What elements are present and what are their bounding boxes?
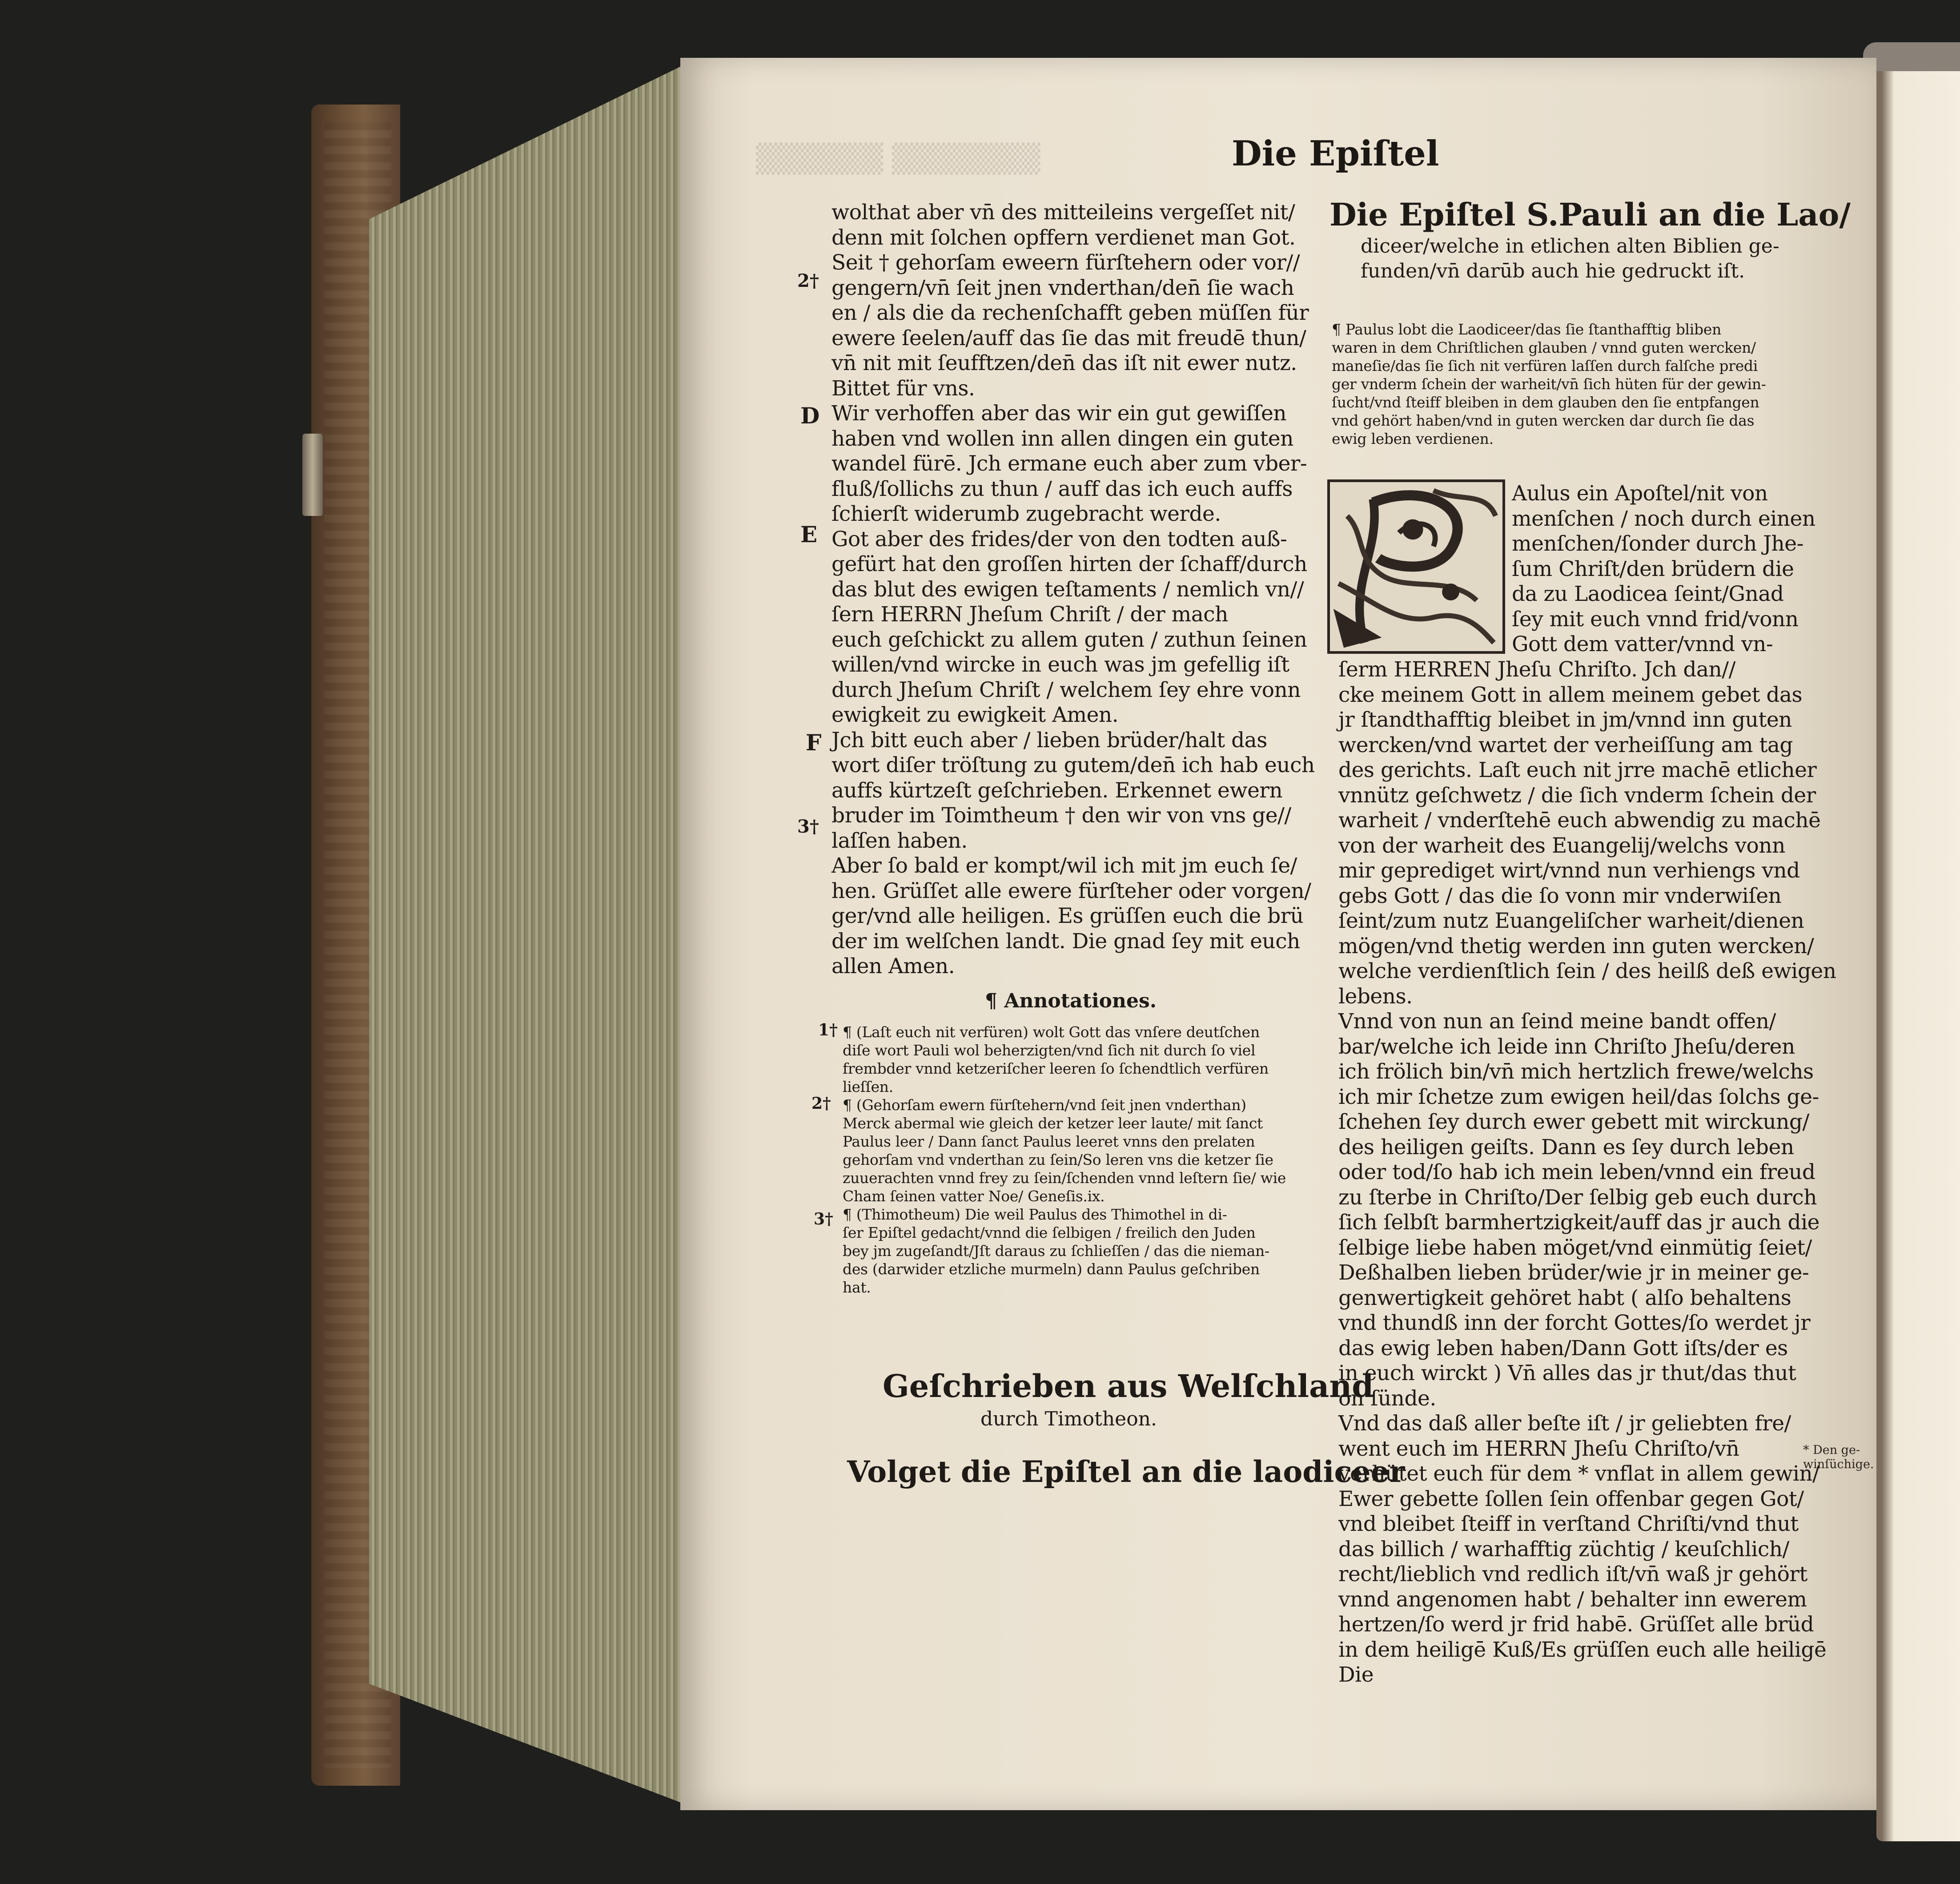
text-line: denn mit ſolchen opffern verdienet man Got. bbox=[831, 225, 1296, 250]
next-epistle-heading: Volget die Epiſtel an die laodiceer bbox=[847, 1454, 1405, 1489]
text-line: gehorſam vnd vnderthan zu ſein/So leren vns die ketzer ſie bbox=[843, 1151, 1273, 1168]
text-line: Die bbox=[1338, 1663, 1374, 1687]
text-line: durch Jheſum Chriſt / welchem ſey ehre vonn bbox=[831, 677, 1301, 702]
text-line: ſer Epiſtel gedacht/vnnd die ſelbigen / freilich den Juden bbox=[843, 1224, 1256, 1241]
text-line: ¶ (Gehorſam ewern fürſtehern/vnd ſeit jnen vnderthan) bbox=[843, 1096, 1246, 1114]
text-line: hertzen/ſo werd jr frid habē. Grüſſet alle brüd bbox=[1338, 1612, 1814, 1637]
text-line: maneſie/das ſie ſich nit verfüren laſſen durch falſche predi bbox=[1332, 357, 1758, 374]
decorated-initial-p bbox=[1327, 479, 1505, 654]
text-line: das billich / warhafftig züchtig / keuſchlich/ bbox=[1338, 1537, 1789, 1562]
text-line: Got aber des frides/der von den todten auß- bbox=[831, 527, 1287, 552]
text-line: frembder vnnd ketzeriſcher leeren ſo ſchendtlich verfüren bbox=[843, 1060, 1269, 1077]
text-line: bey jm zugeſandt/Jſt daraus zu ſchlieſſen / das die nieman- bbox=[843, 1242, 1269, 1260]
text-line: da zu Laodicea ſeint/Gnad bbox=[1512, 582, 1784, 606]
text-line: das ewig leben haben/Dann Gott iſts/der es bbox=[1338, 1336, 1788, 1361]
text-line: fluß/ſollichs zu thun / auff das ich euch auffs bbox=[831, 476, 1293, 501]
text-line: wort diſer tröſtung zu gutem/den̄ ich hab euch bbox=[831, 753, 1315, 777]
text-line: ger vnderm ſchein der warheit/vn̄ ſich hüten für der gewin- bbox=[1332, 375, 1766, 393]
colophon-title: Geſchrieben aus Welſchland bbox=[883, 1368, 1374, 1405]
text-line: Merck abermal wie gleich der ketzer leer laute/ mit ſanct bbox=[843, 1115, 1263, 1132]
text-line: Vnnd von nun an ſeind meine bandt offen/ bbox=[1338, 1009, 1776, 1034]
margin-letter: D bbox=[800, 403, 820, 429]
text-line: on ſünde. bbox=[1338, 1386, 1436, 1411]
margin-mark: 2† bbox=[797, 270, 819, 291]
margin-mark: 3† bbox=[797, 816, 819, 837]
text-line: ſucht/vnd ſteiff bleiben in dem glauben den ſie entpfangen bbox=[1332, 394, 1759, 411]
text-line: allen Amen. bbox=[831, 954, 955, 978]
text-line: Ewer gebette ſollen ſein offenbar gegen Got/ bbox=[1338, 1486, 1804, 1511]
text-line: vnnd angenomen habt / behalter inn ewerem bbox=[1338, 1587, 1807, 1612]
annotations-block bbox=[843, 1023, 1286, 1296]
text-line: Deßhalben lieben brüder/wie jr in meiner ge- bbox=[1338, 1260, 1809, 1285]
text-line: jr ſtandthafftig bleibet in jm/vnnd inn guten bbox=[1338, 708, 1792, 732]
margin-letter: E bbox=[800, 521, 818, 547]
text-line: ich frölich bin/vn̄ mich hertzlich frewe/welchs bbox=[1338, 1059, 1814, 1084]
margin-note-line: winſüchige. bbox=[1803, 1457, 1874, 1471]
text-line: cke meinem Gott in allem meinem gebet das bbox=[1338, 682, 1803, 707]
text-line: ewere ſeelen/auff das ſie das mit freudē thun/ bbox=[831, 326, 1306, 350]
text-line: Seit † gehorſam eweern fürſtehern oder vor// bbox=[831, 250, 1300, 275]
text-line: vnd bleibet ſteiff in verſtand Chriſti/vnd thut bbox=[1338, 1512, 1799, 1536]
right-text-column bbox=[1338, 657, 1836, 1688]
text-line: ſchehen ſey durch ewer gebett mit wirckung/ bbox=[1338, 1110, 1809, 1134]
text-line: des gerichts. Laſt euch nit jrre machē etlicher bbox=[1338, 758, 1817, 782]
text-line: der im welſchen landt. Die gnad ſey mit euch bbox=[831, 929, 1300, 954]
text-line: ſchierſt widerumb zugebracht werde. bbox=[831, 502, 1221, 526]
text-line: verhütet euch für dem * vnflat in allem gewin/ bbox=[1338, 1461, 1819, 1486]
text-line: ſerm HERREN Jheſu Chriſto. Jch dan// bbox=[1338, 657, 1735, 682]
page-edges bbox=[369, 62, 689, 1806]
text-line: ¶ (Thimotheum) Die weil Paulus des Thimothel in di- bbox=[843, 1206, 1227, 1223]
text-line: wolthat aber vn̄ des mitteileins vergeſſet nit/ bbox=[831, 200, 1295, 225]
text-line: ſelbige liebe haben möget/vnd einmütig ſeiet/ bbox=[1338, 1235, 1812, 1260]
text-line: des (darwider etzliche murmeln) dann Paulus geſchriben bbox=[843, 1260, 1260, 1278]
text-line: ſich ſelbſt barmhertzigkeit/auff das jr auch die bbox=[1338, 1210, 1819, 1235]
text-line: ſern HERRN Jheſum Chriſt / der mach bbox=[831, 602, 1228, 627]
text-line: gefürt hat den groſſen hirten der ſchaff/durch bbox=[831, 552, 1307, 576]
text-line: diſe wort Pauli wol beherzigten/vnd ſich nit durch ſo viel bbox=[843, 1042, 1256, 1059]
text-line: vnd gehört haben/vnd in guten wercken dar durch ſie das bbox=[1332, 412, 1755, 429]
text-line: ſey mit euch vnnd frid/vonn bbox=[1512, 607, 1799, 632]
text-line: zuuerachten vnnd frey zu ſein/ſchenden vnnd leſtern ſie/ wie bbox=[843, 1169, 1286, 1187]
text-line: ewigkeit zu ewigkeit Amen. bbox=[831, 703, 1119, 727]
text-line: vnd thundß inn der forcht Gottes/ſo werdet jr bbox=[1338, 1311, 1811, 1335]
text-line: Aber ſo bald er kompt/wil ich mit jm euch ſe/ bbox=[831, 853, 1297, 878]
text-line: vn̄ nit mit ſeufftzen/den̄ das iſt nit ewer nutz. bbox=[831, 351, 1297, 375]
text-line: wercken/vnd wartet der verheiſſung am tag bbox=[1338, 733, 1793, 757]
text-line: vnnütz geſchwetz / die ſich vnderm ſchein der bbox=[1338, 783, 1816, 808]
epistle-title-line: Die Epiſtel S.Pauli an die Lao/ bbox=[1329, 196, 1851, 233]
text-line: Cham ſeinen vatter Noe/ Geneſis.ix. bbox=[843, 1188, 1105, 1205]
clasp-hinge-lower bbox=[302, 480, 323, 516]
annotation-mark: 2† bbox=[811, 1094, 831, 1113]
text-line: gebs Gott / das die ſo vonn mir vnderwiſen bbox=[1338, 883, 1782, 908]
epistle-title-line: funden/vn̄ darūb auch hie gedruckt iſt. bbox=[1361, 260, 1745, 282]
epistle-title bbox=[1329, 196, 1851, 284]
text-line: in dem heiligē Kuß/Es grüſſen euch alle heiligē bbox=[1338, 1637, 1827, 1662]
margin-note-line: * Den ge- bbox=[1803, 1443, 1860, 1457]
epistle-title-line: diceer/welche in etlichen alten Biblien ge- bbox=[1361, 235, 1779, 258]
text-line: ich mir ſchetze zum ewigen heil/das ſolchs ge- bbox=[1338, 1084, 1819, 1109]
text-line: in euch wirckt ) Vn̄ alles das jr thut/das thut bbox=[1338, 1361, 1796, 1385]
text-line: recht/lieblich vnd redlich iſt/vn̄ waß jr gehört bbox=[1338, 1562, 1807, 1586]
margin-letter: F bbox=[806, 729, 822, 756]
text-line: laſſen haben. bbox=[831, 828, 968, 853]
annotation-mark: 1† bbox=[818, 1021, 838, 1039]
text-line: ¶ Paulus lobt die Laodiceer/das ſie ſtanthafftig bliben bbox=[1332, 321, 1722, 338]
text-line: zu ſterbe in Chriſto/Der ſelbig geb euch durch bbox=[1338, 1185, 1817, 1210]
text-line: Vnd das daß aller beſte iſt / jr geliebten fre/ bbox=[1338, 1411, 1791, 1436]
text-line: waren in dem Chriſtlichen glauben / vnnd guten wercken/ bbox=[1332, 339, 1756, 356]
text-line: das blut des ewigen teſtaments / nemlich vn// bbox=[831, 577, 1304, 602]
text-line: warheit / vnderſtehē euch abwendig zu machē bbox=[1338, 808, 1821, 833]
left-text-column bbox=[831, 200, 1315, 979]
text-line: lieſſen. bbox=[843, 1078, 893, 1095]
text-line: en / als die da rechenſchafft geben müſſen für bbox=[831, 301, 1309, 325]
text-line: des heiligen geiſts. Dann es ſey durch leben bbox=[1338, 1135, 1794, 1159]
text-line: bruder im Toimtheum † den wir von vns ge// bbox=[831, 803, 1291, 828]
text-line: Gott dem vatter/vnnd vn- bbox=[1512, 632, 1773, 656]
text-line: went euch im HERRN Jheſu Chriſto/vn̄ bbox=[1338, 1436, 1739, 1461]
text-line: Paulus leer / Dann ſanct Paulus leeret vnns den prelaten bbox=[843, 1133, 1255, 1150]
running-head: Die Epiſtel bbox=[1232, 133, 1439, 174]
text-line: lebens. bbox=[1338, 984, 1413, 1009]
text-line: Aulus ein Apoſtel/nit von bbox=[1512, 481, 1768, 506]
annotation-mark: 3† bbox=[814, 1210, 833, 1228]
text-line: hen. Grüſſet alle ewere fürſteher oder vorgen/ bbox=[831, 878, 1311, 903]
text-line: ewig leben verdienen. bbox=[1332, 430, 1494, 447]
text-line: mir geprediget wirt/vnnd nun verhiengs vnd bbox=[1338, 858, 1800, 883]
text-line: bar/welche ich leide inn Chriſto Jheſu/deren bbox=[1338, 1034, 1795, 1059]
annotations-title: ¶ Annotationes. bbox=[985, 990, 1157, 1012]
text-line: menſchen/ſonder durch Jhe- bbox=[1512, 531, 1803, 556]
text-line: menſchen / noch durch einen bbox=[1512, 506, 1815, 531]
text-line: auffs kürtzeſt geſchrieben. Erkennet ewern bbox=[831, 778, 1283, 803]
show-through-text: ▒▒▒▒▒▒▒ ▒▒▒▒▒▒ bbox=[756, 142, 1040, 175]
text-line: genwertigkeit gehöret habt ( alſo behaltens bbox=[1338, 1285, 1791, 1310]
colophon-subtitle: durch Timotheon. bbox=[980, 1408, 1157, 1430]
facing-page-edge bbox=[1876, 71, 1960, 1841]
text-line: ger/vnd alle heiligen. Es grüſſen euch die brü bbox=[831, 904, 1304, 928]
text-line: ſeint/zum nutz Euangeliſcher warheit/dienen bbox=[1338, 909, 1804, 933]
margin-note bbox=[1803, 1443, 1874, 1472]
text-line: gengern/vn̄ ſeit jnen vnderthan/den̄ ſie wach bbox=[831, 275, 1294, 300]
text-line: willen/vnd wircke in euch was jm gefellig iſt bbox=[831, 652, 1289, 677]
text-line: von der warheit des Euangelij/welchs vonn bbox=[1338, 833, 1785, 858]
clasp-hinge-upper bbox=[302, 434, 323, 487]
text-line: Wir verhoffen aber das wir ein gut gewiſſen bbox=[831, 401, 1287, 426]
text-line: oder tod/ſo hab ich mein leben/vnnd ein freud bbox=[1338, 1160, 1815, 1184]
ornament-illustration bbox=[1330, 482, 1502, 651]
text-line: welche verdienſtlich ſein / des heilß deß ewigen bbox=[1338, 959, 1836, 983]
text-line: euch geſchickt zu allem guten / zuthun ſeinen bbox=[831, 627, 1307, 652]
text-line: ſum Chriſt/den brüdern die bbox=[1512, 556, 1794, 581]
text-line: wandel fürē. Jch ermane euch aber zum vber- bbox=[831, 451, 1307, 476]
text-line: ¶ (Laſt euch nit verfüren) wolt Gott das vnſere deutſchen bbox=[843, 1023, 1260, 1041]
chapter-summary bbox=[1332, 320, 1766, 448]
initial-paragraph bbox=[1512, 481, 1815, 657]
text-line: Bittet für vns. bbox=[831, 376, 975, 401]
text-line: hat. bbox=[843, 1279, 871, 1296]
text-line: mögen/vnd thetig werden inn guten wercken/ bbox=[1338, 934, 1814, 958]
text-line: Jch bitt euch aber / lieben brüder/halt das bbox=[831, 728, 1267, 753]
text-line: haben vnd wollen inn allen dingen ein guten bbox=[831, 426, 1293, 451]
